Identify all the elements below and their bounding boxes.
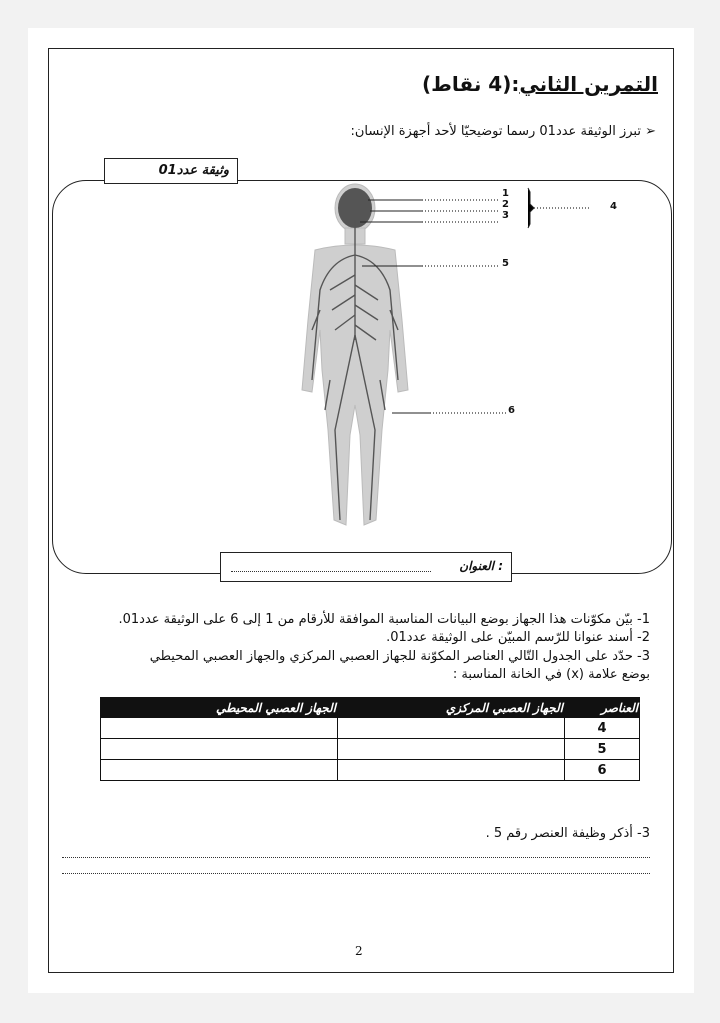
marker-label-4: 4	[610, 201, 617, 212]
row-element: 6	[565, 760, 640, 781]
answer-line-1[interactable]	[62, 857, 650, 858]
exercise-title-text: التمرين الثاني	[519, 72, 658, 96]
page-number: 2	[355, 944, 363, 958]
peripheral-cell[interactable]	[101, 718, 338, 739]
table-row	[101, 739, 640, 760]
question-3: 3- حدّد على الجدول التّالي العناصر المكوّنة للجهاز العصبي المركزي والجهاز العصبي المحيطي	[149, 649, 650, 664]
document-label-text: وثيقة عدد01	[158, 163, 229, 178]
central-cell[interactable]	[338, 739, 565, 760]
header-peripheral: الجهاز العصبي المحيطي	[101, 698, 338, 718]
row-element: 5	[565, 739, 640, 760]
marker-label-1: 1	[502, 188, 509, 199]
row-element: 4	[565, 718, 640, 739]
title-answer-box	[220, 552, 512, 582]
intro-text: تبرز الوثيقة عدد01 رسما توضيحيّا لأحد أجهزة الإنسان:	[350, 124, 641, 139]
central-cell[interactable]	[338, 718, 565, 739]
title-answer-label: العنوان :	[459, 559, 503, 573]
question-2: 2- أسند عنوانا للرّسم المبيّن على الوثيقة عدد01.	[386, 630, 650, 645]
question-3-continued: بوضع علامة (x) في الخانة المناسبة :	[452, 667, 650, 682]
header-elements: العناصر	[565, 698, 640, 718]
marker-label-2: 2	[502, 199, 509, 210]
exercise-points: :(4 نقاط)	[422, 72, 520, 96]
marker-label-6: 6	[508, 405, 515, 416]
intro-line	[350, 124, 656, 139]
question-4: 3- أذكر وظيفة العنصر رقم 5 .	[485, 826, 650, 841]
classification-table	[100, 697, 640, 781]
title-answer-line[interactable]	[231, 571, 431, 572]
peripheral-cell[interactable]	[101, 739, 338, 760]
table-row	[101, 718, 640, 739]
marker-label-3: 3	[502, 210, 509, 221]
answer-line-2[interactable]	[62, 873, 650, 874]
table-row	[101, 760, 640, 781]
marker-label-5: 5	[502, 258, 509, 269]
document-label	[104, 158, 238, 184]
central-cell[interactable]	[338, 760, 565, 781]
header-central: الجهاز العصبي المركزي	[338, 698, 565, 718]
marker-dots	[422, 200, 590, 413]
question-1: 1- بيّن مكوّنات هذا الجهاز بوضع البيانات المناسبة الموافقة للأرقام من 1 إلى 6 على الوثيقة عدد01.	[118, 612, 650, 627]
nervous-system-figure	[290, 180, 590, 560]
exercise-title	[422, 72, 658, 96]
peripheral-cell[interactable]	[101, 760, 338, 781]
arrow-bullet-icon: ➢	[645, 124, 656, 139]
